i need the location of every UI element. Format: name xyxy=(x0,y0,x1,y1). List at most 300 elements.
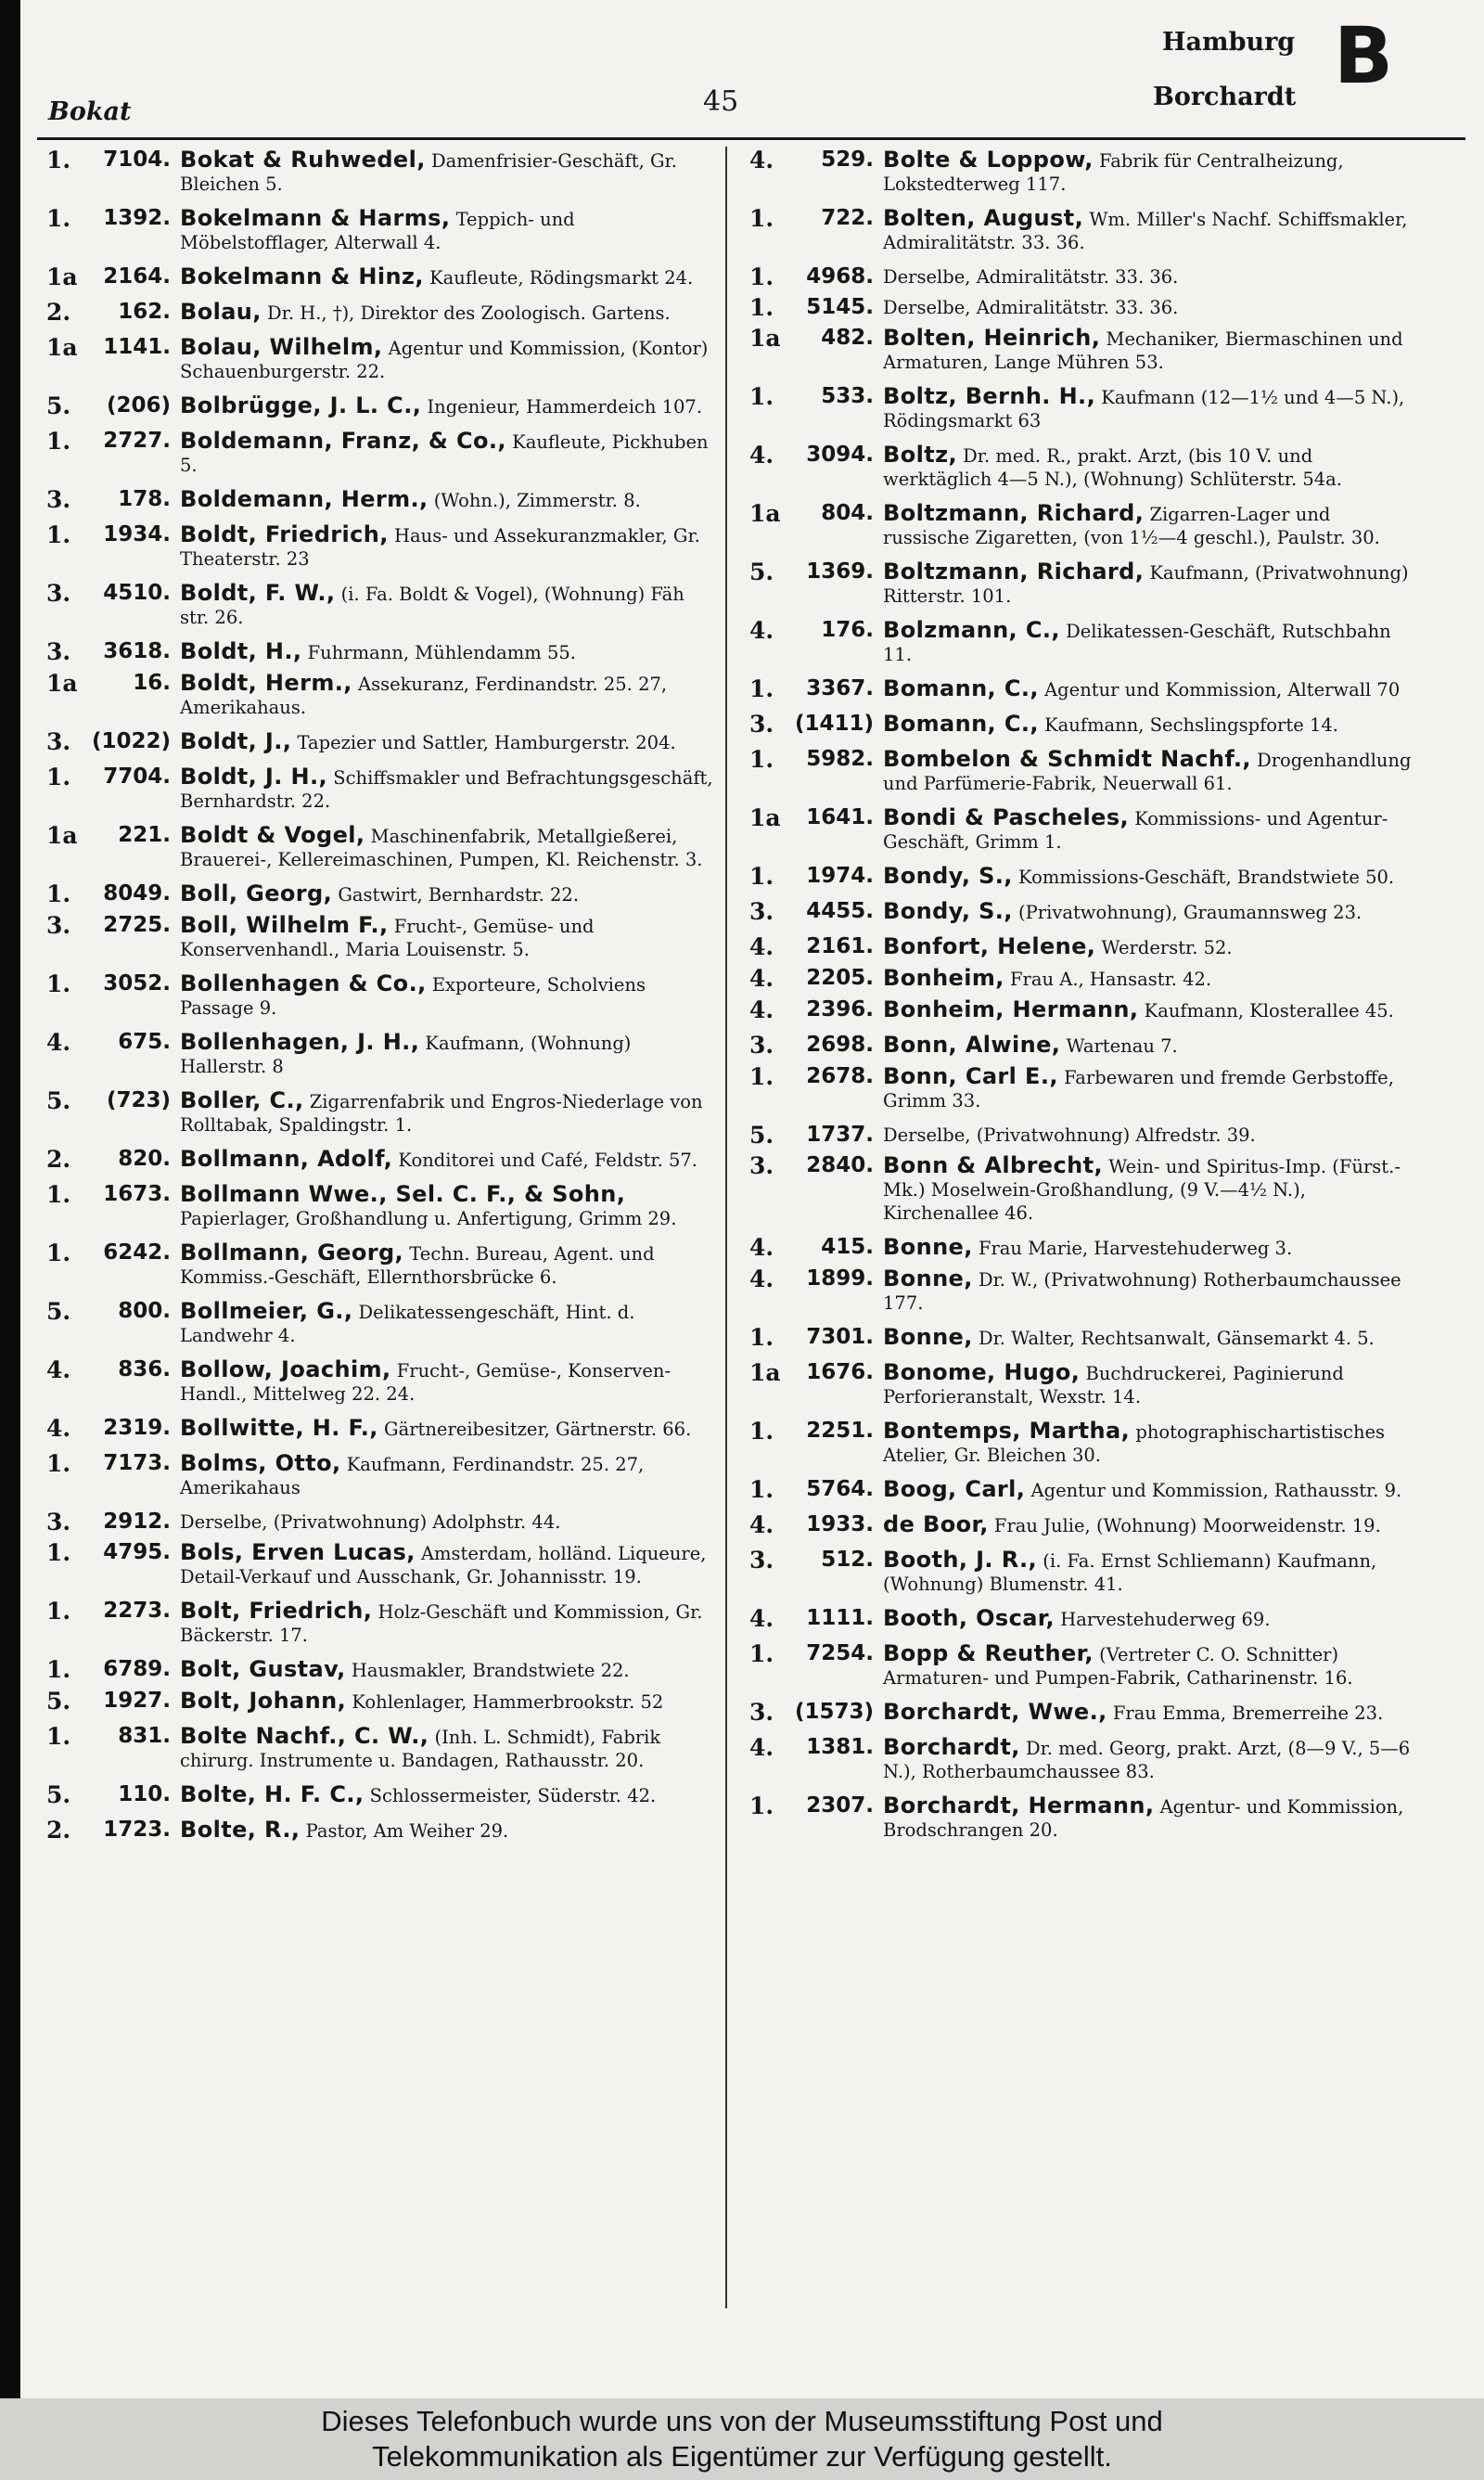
exchange-line-number: 1. xyxy=(46,1450,71,1477)
entry-details: Holz-Geschäft und Kommission, Gr. Bäckerstr. 17. xyxy=(180,1601,703,1646)
exchange-line-number: 3. xyxy=(46,638,71,665)
entry-name: Boller, C., xyxy=(180,1087,304,1113)
directory-entry xyxy=(46,1358,719,1406)
entry-name: Bolbrügge, J. L. C., xyxy=(180,392,422,418)
directory-entry xyxy=(46,488,719,512)
directory-entry xyxy=(749,619,1422,666)
directory-entry xyxy=(46,1725,719,1772)
entry-name: Borchardt, xyxy=(883,1734,1020,1760)
exchange-line-number: 1. xyxy=(46,1240,71,1266)
entry-body xyxy=(883,1701,1422,1725)
exchange-line-number: 3. xyxy=(46,1509,71,1536)
entry-details: Tapezier und Sattler, Hamburgerstr. 204. xyxy=(297,732,676,753)
directory-entry xyxy=(749,1548,1422,1596)
directory-entry xyxy=(46,1241,719,1289)
entry-details: Wein- und Spiritus-Imp. (Fürst.-Mk.) Moselwein-Großhandlung, (9 V.—4½ N.), Kirchenallee 46. xyxy=(883,1156,1401,1224)
phone-number: 5982. xyxy=(806,747,874,771)
exchange-line-number: 1a xyxy=(46,670,78,697)
entry-body xyxy=(180,1690,719,1714)
exchange-line-number: 1. xyxy=(749,383,774,410)
directory-entry xyxy=(749,967,1422,991)
entry-body xyxy=(180,1089,719,1137)
directory-entry xyxy=(749,1326,1422,1350)
entry-body xyxy=(883,1513,1422,1537)
directory-entry xyxy=(749,806,1422,854)
entry-details: Gastwirt, Bernhardstr. 22. xyxy=(338,884,580,906)
entry-details: (i. Fa. Ernst Schliemann) Kaufmann, (Wohnung) Blumenstr. 41. xyxy=(883,1550,1377,1595)
exchange-line-number: 4. xyxy=(46,1415,71,1442)
entry-details: Kaufleute, Pickhuben 5. xyxy=(180,431,709,476)
entry-body xyxy=(883,385,1422,432)
exchange-line-number: 1. xyxy=(46,205,71,232)
entry-details: Kaufmann, Ferdinandstr. 25. 27, Amerikahaus xyxy=(180,1454,645,1498)
exchange-line-number: 3. xyxy=(749,711,774,738)
phone-number: 512. xyxy=(821,1548,874,1572)
phone-number: 7254. xyxy=(806,1641,874,1665)
directory-entry xyxy=(46,1818,719,1843)
directory-entry xyxy=(46,1452,719,1499)
entry-body xyxy=(883,443,1422,491)
entry-body xyxy=(180,672,719,719)
entry-body xyxy=(180,1148,719,1172)
footer-notice xyxy=(0,2398,1484,2480)
entry-body xyxy=(883,1548,1422,1596)
exchange-line-number: 5. xyxy=(46,392,71,419)
phone-number: (1022) xyxy=(91,729,171,753)
entry-name: Bolte Nachf., C. W., xyxy=(180,1723,429,1749)
phone-number: 1899. xyxy=(806,1266,874,1291)
entry-body xyxy=(883,1361,1422,1408)
entry-body xyxy=(180,914,719,961)
phone-number: 722. xyxy=(821,206,874,230)
entry-body xyxy=(180,765,719,813)
phone-number: 415. xyxy=(821,1235,874,1259)
exchange-line-number: 3. xyxy=(46,912,71,939)
directory-entry xyxy=(749,1034,1422,1058)
exchange-line-number: 1. xyxy=(749,294,774,321)
exchange-line-number: 4. xyxy=(46,1356,71,1383)
entry-body xyxy=(883,207,1422,254)
entry-body xyxy=(180,730,719,754)
phone-number: 7104. xyxy=(103,148,171,172)
entry-name: Bonne, xyxy=(883,1266,973,1291)
entry-body xyxy=(883,296,1422,319)
phone-number: 1381. xyxy=(806,1735,874,1759)
entry-details: Teppich- und Möbelstofflager, Alterwall 4. xyxy=(180,209,575,253)
entry-name: Bollmann, Georg, xyxy=(180,1240,404,1266)
exchange-line-number: 1a xyxy=(46,822,78,849)
entry-name: Boldt, H., xyxy=(180,638,302,664)
entry-name: Bolte, H. F. C., xyxy=(180,1781,365,1807)
exchange-line-number: 1. xyxy=(46,970,71,997)
exchange-line-number: 1a xyxy=(749,325,781,352)
exchange-line-number: 1. xyxy=(46,1539,71,1566)
exchange-line-number: 1a xyxy=(46,263,78,290)
phone-number: 2251. xyxy=(806,1419,874,1443)
directory-entry xyxy=(749,265,1422,289)
entry-name: Bolms, Otto, xyxy=(180,1450,341,1476)
entry-name: Bolte, R., xyxy=(180,1817,301,1843)
entry-name: Bollow, Joachim, xyxy=(180,1356,391,1382)
entry-details: Exporteure, Scholviens Passage 9. xyxy=(180,974,646,1019)
entry-details: Derselbe, (Privatwohnung) Adolphstr. 44. xyxy=(180,1511,561,1533)
exchange-line-number: 4. xyxy=(749,965,774,992)
directory-entry xyxy=(46,765,719,813)
entry-body xyxy=(180,1031,719,1078)
phone-number: 16. xyxy=(133,671,171,695)
phone-number: 2678. xyxy=(806,1064,874,1088)
entry-name: Bolau, Wilhelm, xyxy=(180,334,383,360)
phone-number: 3618. xyxy=(103,639,171,663)
exchange-line-number: 1. xyxy=(749,1640,774,1667)
entry-body xyxy=(180,1183,719,1230)
entry-body xyxy=(883,560,1422,608)
directory-entry xyxy=(749,207,1422,254)
entry-details: Kaufmann, (Privatwohnung) Ritterstr. 101. xyxy=(883,562,1409,607)
entry-name: Bolten, August, xyxy=(883,205,1084,231)
exchange-line-number: 3. xyxy=(46,728,71,755)
entry-details: (Vertreter C. O. Schnitter) Armaturen- und Pumpen-Fabrik, Catharinenstr. 16. xyxy=(883,1644,1353,1689)
entry-details: Pastor, Am Weiher 29. xyxy=(305,1820,509,1842)
exchange-line-number: 1. xyxy=(749,675,774,702)
entry-details: Schiffsmakler und Befrachtungsgeschäft, Bernhardstr. 22. xyxy=(180,767,713,812)
entry-name: Bokelmann & Harms, xyxy=(180,205,451,231)
entry-details: Kaufmann, Klosterallee 45. xyxy=(1144,1000,1394,1022)
directory-entry xyxy=(46,265,719,289)
phone-number: 1737. xyxy=(806,1123,874,1147)
exchange-line-number: 5. xyxy=(46,1781,71,1808)
entry-details: Dr. H., †), Direktor des Zoologisch. Gartens. xyxy=(267,302,671,324)
entry-body xyxy=(180,1241,719,1289)
entry-name: Bonne, xyxy=(883,1324,973,1350)
directory-entry xyxy=(46,914,719,961)
exchange-line-number: 1. xyxy=(749,1793,774,1819)
exchange-line-number: 4. xyxy=(749,147,774,173)
exchange-line-number: 1. xyxy=(749,1476,774,1503)
entry-details: Hausmakler, Brandstwiete 22. xyxy=(351,1660,630,1681)
entry-body xyxy=(180,301,719,325)
exchange-line-number: 3. xyxy=(749,1699,774,1726)
entry-name: Bolten, Heinrich, xyxy=(883,325,1101,351)
directory-entry xyxy=(46,1600,719,1647)
directory-entry xyxy=(46,1089,719,1137)
entry-details: Techn. Bureau, Agent. und Kommiss.-Geschäft, Ellernthorsbrücke 6. xyxy=(180,1243,655,1288)
entry-body xyxy=(883,1794,1422,1842)
exchange-line-number: 4. xyxy=(749,1605,774,1632)
entry-details: Frau Marie, Harvestehuderweg 3. xyxy=(978,1238,1293,1259)
phone-number: 1934. xyxy=(103,522,171,546)
exchange-line-number: 1. xyxy=(749,1324,774,1351)
entry-details: Assekuranz, Ferdinandstr. 25. 27, Amerikahaus. xyxy=(180,674,668,718)
directory-entry xyxy=(46,301,719,325)
exchange-line-number: 1a xyxy=(749,804,781,831)
exchange-line-number: 4. xyxy=(749,1266,774,1292)
directory-entry xyxy=(749,748,1422,795)
entry-details: Fabrik für Centralheizung, Lokstedterweg 117. xyxy=(883,150,1344,195)
phone-number: (723) xyxy=(106,1088,171,1112)
entry-details: Farbewaren und fremde Gerbstoffe, Grimm 33. xyxy=(883,1067,1394,1112)
entry-body xyxy=(180,582,719,629)
exchange-line-number: 1. xyxy=(46,1181,71,1208)
directory-entry xyxy=(46,1510,719,1534)
entry-name: Boldt, J., xyxy=(180,728,292,754)
directory-entry xyxy=(46,336,719,383)
entry-body xyxy=(180,336,719,383)
exchange-line-number: 1. xyxy=(46,1723,71,1750)
entry-name: Bokat & Ruhwedel, xyxy=(180,147,426,173)
phone-number: 2164. xyxy=(103,264,171,289)
phone-number: 675. xyxy=(118,1030,171,1054)
phone-number: 178. xyxy=(118,487,171,511)
entry-details: Kommissions-Geschäft, Brandstwiete 50. xyxy=(1018,867,1395,888)
exchange-line-number: 4. xyxy=(749,442,774,469)
directory-entry xyxy=(46,1541,719,1588)
phone-number: 2307. xyxy=(806,1793,874,1818)
entry-body xyxy=(883,806,1422,854)
directory-entry xyxy=(46,824,719,871)
exchange-line-number: 1. xyxy=(749,1418,774,1445)
entry-details: Delikatessen-Geschäft, Rutschbahn 11. xyxy=(883,621,1391,665)
entry-name: Bonn, Alwine, xyxy=(883,1032,1061,1058)
phone-number: 2205. xyxy=(806,966,874,990)
entry-name: Bonne, xyxy=(883,1234,973,1260)
exchange-line-number: 1a xyxy=(749,500,781,527)
directory-entry xyxy=(46,640,719,664)
entry-details: Buchdruckerei, Paginierund Perforieranstalt, Wexstr. 14. xyxy=(883,1363,1344,1407)
phone-number: 7173. xyxy=(103,1451,171,1475)
entry-name: Borchardt, Wwe., xyxy=(883,1699,1107,1725)
entry-details: Maschinenfabrik, Metallgießerei, Brauerei-, Kellereimaschinen, Pumpen, Kl. Reichenstr. 3. xyxy=(180,826,703,870)
entry-details: Frau Julie, (Wohnung) Moorweidenstr. 19. xyxy=(993,1515,1381,1536)
exchange-line-number: 1a xyxy=(749,1359,781,1386)
phone-number: 2161. xyxy=(806,934,874,958)
entry-name: Bopp & Reuther, xyxy=(883,1640,1094,1666)
directory-entry xyxy=(749,1736,1422,1783)
phone-number: 2725. xyxy=(103,913,171,937)
entry-details: Delikatessengeschäft, Hint. d. Landwehr 4. xyxy=(180,1302,635,1346)
entry-body xyxy=(883,619,1422,666)
directory-entry xyxy=(46,148,719,196)
entry-name: Boog, Carl, xyxy=(883,1476,1026,1502)
entry-details: Zigarren-Lager und russische Zigaretten, (von 1½—4 geschl.), Paulstr. 30. xyxy=(883,504,1380,548)
phone-number: 482. xyxy=(821,326,874,350)
directory-entry xyxy=(749,1154,1422,1225)
entry-body xyxy=(180,1510,719,1534)
binding-edge xyxy=(0,0,20,2398)
entry-details: Agentur und Kommission, Rathausstr. 9. xyxy=(1030,1480,1402,1501)
directory-entry xyxy=(749,502,1422,549)
exchange-line-number: 4. xyxy=(749,1734,774,1761)
entry-body xyxy=(180,1300,719,1347)
exchange-line-number: 1. xyxy=(749,263,774,290)
exchange-line-number: 1. xyxy=(46,764,71,790)
exchange-line-number: 5. xyxy=(46,1688,71,1715)
phone-number: 110. xyxy=(118,1782,171,1806)
directory-entry xyxy=(749,1642,1422,1690)
entry-name: Boldt & Vogel, xyxy=(180,822,365,848)
entry-body xyxy=(883,998,1422,1022)
running-head-city: Hamburg xyxy=(1162,28,1296,57)
directory-entry xyxy=(46,430,719,477)
directory-entry xyxy=(749,998,1422,1022)
phone-number: 2319. xyxy=(103,1416,171,1440)
phone-number: 804. xyxy=(821,501,874,525)
entry-details: Werderstr. 52. xyxy=(1101,937,1233,958)
phone-number: 1641. xyxy=(806,805,874,829)
entry-body xyxy=(180,523,719,571)
header-rule xyxy=(37,137,1465,140)
exchange-line-number: 2. xyxy=(46,1146,71,1173)
entry-details: Ingenieur, Hammerdeich 107. xyxy=(427,396,703,418)
entry-body xyxy=(883,1607,1422,1631)
entry-body xyxy=(883,900,1422,924)
entry-name: Bollwitte, H. F., xyxy=(180,1415,378,1441)
entry-body xyxy=(180,640,719,664)
entry-details: Wm. Miller's Nachf. Schiffsmakler, Admiralitätstr. 33. 36. xyxy=(883,209,1408,253)
entry-body xyxy=(883,1326,1422,1350)
entry-body xyxy=(883,148,1422,196)
entry-name: Boldemann, Franz, & Co., xyxy=(180,428,506,454)
phone-number: 1723. xyxy=(103,1818,171,1842)
exchange-line-number: 1. xyxy=(46,1656,71,1683)
phone-number: 3094. xyxy=(806,443,874,467)
running-head-right: Borchardt xyxy=(1153,83,1297,111)
phone-number: 1369. xyxy=(806,559,874,584)
entry-details: Mechaniker, Biermaschinen und Armaturen, Lange Mühren 53. xyxy=(883,328,1403,373)
directory-entry xyxy=(46,1031,719,1078)
entry-details: Zigarrenfabrik und Engros-Niederlage von Rolltabak, Spaldingstr. 1. xyxy=(180,1091,703,1136)
exchange-line-number: 1. xyxy=(46,428,71,455)
directory-entry xyxy=(46,1300,719,1347)
directory-entry xyxy=(749,1361,1422,1408)
running-head-left: Bokat xyxy=(48,97,132,126)
column-divider xyxy=(725,147,727,2308)
entry-name: Bonheim, Hermann, xyxy=(883,996,1139,1022)
footer-line-2: Telekommunikation als Eigentümer zur Verfügung gestellt. xyxy=(372,2440,1112,2473)
phone-number: 176. xyxy=(821,618,874,642)
phone-number: 1392. xyxy=(103,206,171,230)
entry-name: Bolt, Friedrich, xyxy=(180,1598,373,1624)
exchange-line-number: 4. xyxy=(749,617,774,644)
entry-name: de Boor, xyxy=(883,1511,989,1537)
entry-body xyxy=(883,713,1422,737)
entry-name: Boldt, Friedrich, xyxy=(180,521,389,547)
entry-details: Drogenhandlung und Parfümerie-Fabrik, Neuerwall 61. xyxy=(883,750,1412,794)
exchange-line-number: 3. xyxy=(46,580,71,607)
entry-name: Boll, Wilhelm F., xyxy=(180,912,389,938)
directory-entry xyxy=(749,1607,1422,1631)
entry-body xyxy=(180,1452,719,1499)
footer-line-1: Dieses Telefonbuch wurde uns von der Museumsstiftung Post und xyxy=(321,2405,1163,2437)
entry-details: Dr. Walter, Rechtsanwalt, Gänsemarkt 4. 5. xyxy=(978,1328,1375,1349)
directory-entry xyxy=(46,1148,719,1172)
entry-body xyxy=(180,1541,719,1588)
entry-details: Kaufmann (12—1½ und 4—5 N.), Rödingsmarkt 63 xyxy=(883,387,1405,431)
entry-name: Bolzmann, C., xyxy=(883,617,1060,643)
entry-name: Bonfort, Helene, xyxy=(883,933,1096,959)
entry-body xyxy=(883,1420,1422,1467)
entry-body xyxy=(883,1065,1422,1112)
entry-details: Wartenau 7. xyxy=(1066,1035,1178,1057)
entry-details: Harvestehuderweg 69. xyxy=(1060,1609,1271,1630)
phone-number: 2727. xyxy=(103,429,171,453)
phone-number: 800. xyxy=(118,1299,171,1323)
directory-entry xyxy=(749,1236,1422,1260)
entry-name: Bols, Erven Lucas, xyxy=(180,1539,416,1565)
entry-body xyxy=(883,1154,1422,1225)
entry-details: Frucht-, Gemüse-, Konserven-Handl., Mittelweg 22. 24. xyxy=(180,1360,672,1405)
entry-name: Bollenhagen, J. H., xyxy=(180,1029,420,1055)
phone-number: 2273. xyxy=(103,1599,171,1623)
entry-body xyxy=(883,1642,1422,1690)
directory-entry xyxy=(749,385,1422,432)
entry-name: Boldemann, Herm., xyxy=(180,486,429,512)
entry-name: Bontemps, Martha, xyxy=(883,1418,1131,1444)
entry-details: (Inh. L. Schmidt), Fabrik chirurg. Instrumente u. Bandagen, Rathausstr. 20. xyxy=(180,1727,661,1771)
entry-details: Dr. med. Georg, prakt. Arzt, (8—9 V., 5—6 N.), Rotherbaumchaussee 83. xyxy=(883,1738,1411,1782)
phone-number: 4510. xyxy=(103,581,171,605)
entry-body xyxy=(180,265,719,289)
entry-details: Frucht-, Gemüse- und Konservenhandl., Maria Louisenstr. 5. xyxy=(180,916,595,960)
phone-number: 836. xyxy=(118,1357,171,1381)
phone-number: 162. xyxy=(118,300,171,324)
phone-number: 4795. xyxy=(103,1540,171,1564)
entry-body xyxy=(180,207,719,254)
directory-entry xyxy=(749,1420,1422,1467)
directory-entry xyxy=(749,1065,1422,1112)
phone-number: 1111. xyxy=(806,1606,874,1630)
phone-number: 3052. xyxy=(103,971,171,996)
entry-body xyxy=(883,1478,1422,1502)
exchange-line-number: 1. xyxy=(46,147,71,173)
entry-name: Bondy, S., xyxy=(883,863,1013,889)
entry-name: Booth, J. R., xyxy=(883,1547,1038,1573)
directory-entry xyxy=(46,882,719,906)
entry-body xyxy=(883,327,1422,374)
entry-name: Bonheim, xyxy=(883,965,1004,991)
phone-number: 6242. xyxy=(103,1240,171,1265)
entry-details: Amsterdam, holländ. Liqueure, Detail-Verkauf und Ausschank, Gr. Johannisstr. 19. xyxy=(180,1543,707,1587)
entry-details: Kaufmann, (Wohnung) Hallerstr. 8 xyxy=(180,1033,632,1077)
directory-entry xyxy=(749,1267,1422,1315)
entry-name: Boldt, Herm., xyxy=(180,670,352,696)
entry-details: Derselbe, Admiralitätstr. 33. 36. xyxy=(883,297,1179,318)
entry-details: Gärtnereibesitzer, Gärtnerstr. 66. xyxy=(384,1419,692,1440)
entry-body xyxy=(180,972,719,1020)
entry-name: Bolt, Johann, xyxy=(180,1688,347,1714)
entry-details: Agentur und Kommission, Alterwall 70 xyxy=(1044,679,1401,700)
entry-details: Haus- und Assekuranzmakler, Gr. Theaterstr. 23 xyxy=(180,525,700,570)
section-letter: B xyxy=(1334,10,1394,101)
directory-entry xyxy=(749,148,1422,196)
exchange-line-number: 5. xyxy=(46,1087,71,1114)
directory-entry xyxy=(46,1658,719,1682)
entry-details: Agentur- und Kommission, Brodschrangen 20. xyxy=(883,1796,1404,1841)
entry-details: Kohlenlager, Hammerbrookstr. 52 xyxy=(352,1691,664,1713)
directory-entry xyxy=(749,935,1422,959)
entry-body xyxy=(180,1358,719,1406)
directory-entry xyxy=(749,677,1422,701)
directory-entry xyxy=(46,730,719,754)
entry-name: Bondi & Pascheles, xyxy=(883,804,1130,830)
entry-name: Boldt, J. H., xyxy=(180,764,328,790)
directory-entry xyxy=(749,713,1422,737)
entry-body xyxy=(180,1417,719,1441)
directory-entry xyxy=(749,1701,1422,1725)
phone-number: (1411) xyxy=(794,712,874,736)
entry-name: Boll, Georg, xyxy=(180,880,333,906)
entry-body xyxy=(180,1818,719,1843)
